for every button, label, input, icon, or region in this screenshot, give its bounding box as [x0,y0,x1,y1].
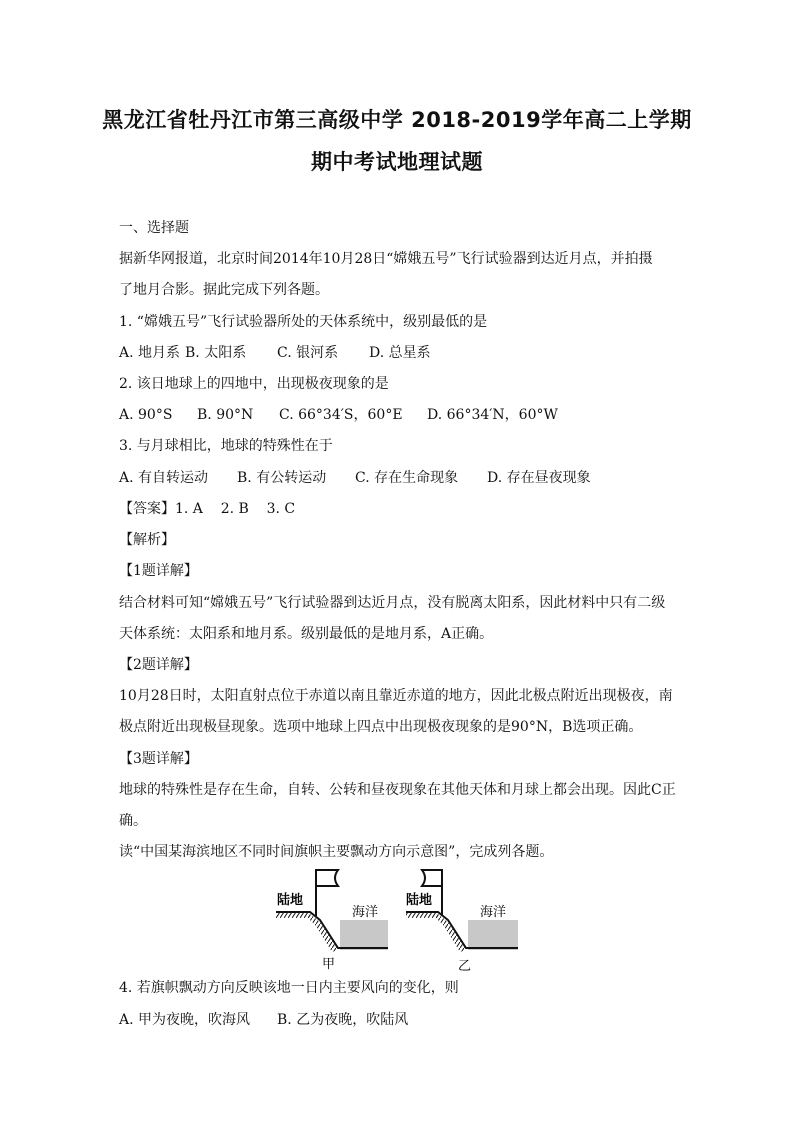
q1-option-a: A. 地月系 [119,345,181,361]
q4-stem: 4. 若旗帜飘动方向反映该地一日内主要风向的变化，则 [119,980,459,996]
section-heading: 一、选择题 [119,220,189,236]
q4-option-a: A. 甲为夜晚，吹海风 [119,1012,251,1028]
land-hatch-yi [406,912,438,918]
q2-options [119,405,689,425]
panel-jia [276,870,388,972]
sea-water-jia [340,920,388,950]
detail-3-line-1: 地球的特殊性是存在生命，自转、公转和昼夜现象在其他天体和月球上都会出现。因此C正 [119,782,676,798]
slope-hatch-jia [308,914,338,952]
detail-2-line-2: 极点附近出现极昼现象。选项中地球上四点中出现极夜现象的是90°N，B选项正确。 [119,719,643,735]
detail-1-line-2: 天体系统：太阳系和地月系。级别最低的是地月系，A正确。 [119,626,494,642]
q2-option-d: D. 66°34′N，60°W [427,407,558,423]
read-instruction: 读“中国某海滨地区不同时间旗帜主要飘动方向示意图”，完成列各题。 [119,844,554,860]
intro-line-2: 了地月合影。据此完成下列各题。 [119,282,329,298]
title-line-2: 期中考试地理试题 [311,150,483,174]
sea-water-yi [468,920,518,950]
q3-option-b: B. 有公转运动 [237,470,327,486]
label-jia: 甲 [322,957,336,972]
q2-option-b: B. 90°N [197,407,254,423]
q2-option-c: C. 66°34′S，60°E [279,407,403,423]
answer-line: 【答案】1. A 2. B 3. C [119,501,296,517]
detail-3-line-2: 确。 [119,813,147,829]
intro-line-1: 据新华网报道，北京时间2014年10月28日“嫦娥五号”飞行试验器到达近月点，并拍摄 [119,251,653,267]
q1-option-c: C. 银河系 [277,345,339,361]
q1-option-b: B. 太阳系 [185,345,247,361]
q3-option-c: C. 存在生命现象 [355,470,459,486]
analysis-heading: 【解析】 [119,532,175,548]
flag-jia [316,870,338,886]
q3-options [119,468,689,488]
detail-1-heading: 【1题详解】 [119,563,198,579]
slope-hatch-yi [436,914,466,952]
land-label-yi: 陆地 [406,893,433,908]
detail-3-heading: 【3题详解】 [119,751,198,767]
flag-coast-diagram [272,858,524,974]
detail-2-heading: 【2题详解】 [119,657,198,673]
q1-option-d: D. 总星系 [369,345,431,361]
detail-2-line-1: 10月28日时，太阳直射点位于赤道以南且靠近赤道的地方，因此北极点附近出现极夜，南 [119,688,673,704]
panel-yi [406,870,518,974]
q3-stem: 3. 与月球相比，地球的特殊性在于 [119,438,333,454]
flag-yi [422,870,442,886]
sea-label-yi: 海洋 [480,905,507,920]
q1-options [119,343,689,363]
label-yi: 乙 [458,959,472,974]
q2-option-a: A. 90°S [119,407,173,423]
detail-1-line-1: 结合材料可知“嫦娥五号”飞行试验器到达近月点，没有脱离太阳系，因此材料中只有二级 [119,595,666,611]
q3-option-d: D. 存在昼夜现象 [487,470,591,486]
land-hatch-jia [276,912,310,918]
q4-option-b: B. 乙为夜晚，吹陆风 [277,1012,409,1028]
sea-label-jia: 海洋 [352,905,379,920]
title-line-1: 黑龙江省牡丹江市第三高级中学 2018-2019学年高二上学期 [102,108,692,132]
land-label-jia: 陆地 [277,893,304,908]
q2-stem: 2. 该日地球上的四地中，出现极夜现象的是 [119,376,389,392]
q1-stem: 1. “嫦娥五号”飞行试验器所处的天体系统中，级别最低的是 [119,314,488,330]
q4-options [119,1010,689,1030]
q3-option-a: A. 有自转运动 [119,470,209,486]
